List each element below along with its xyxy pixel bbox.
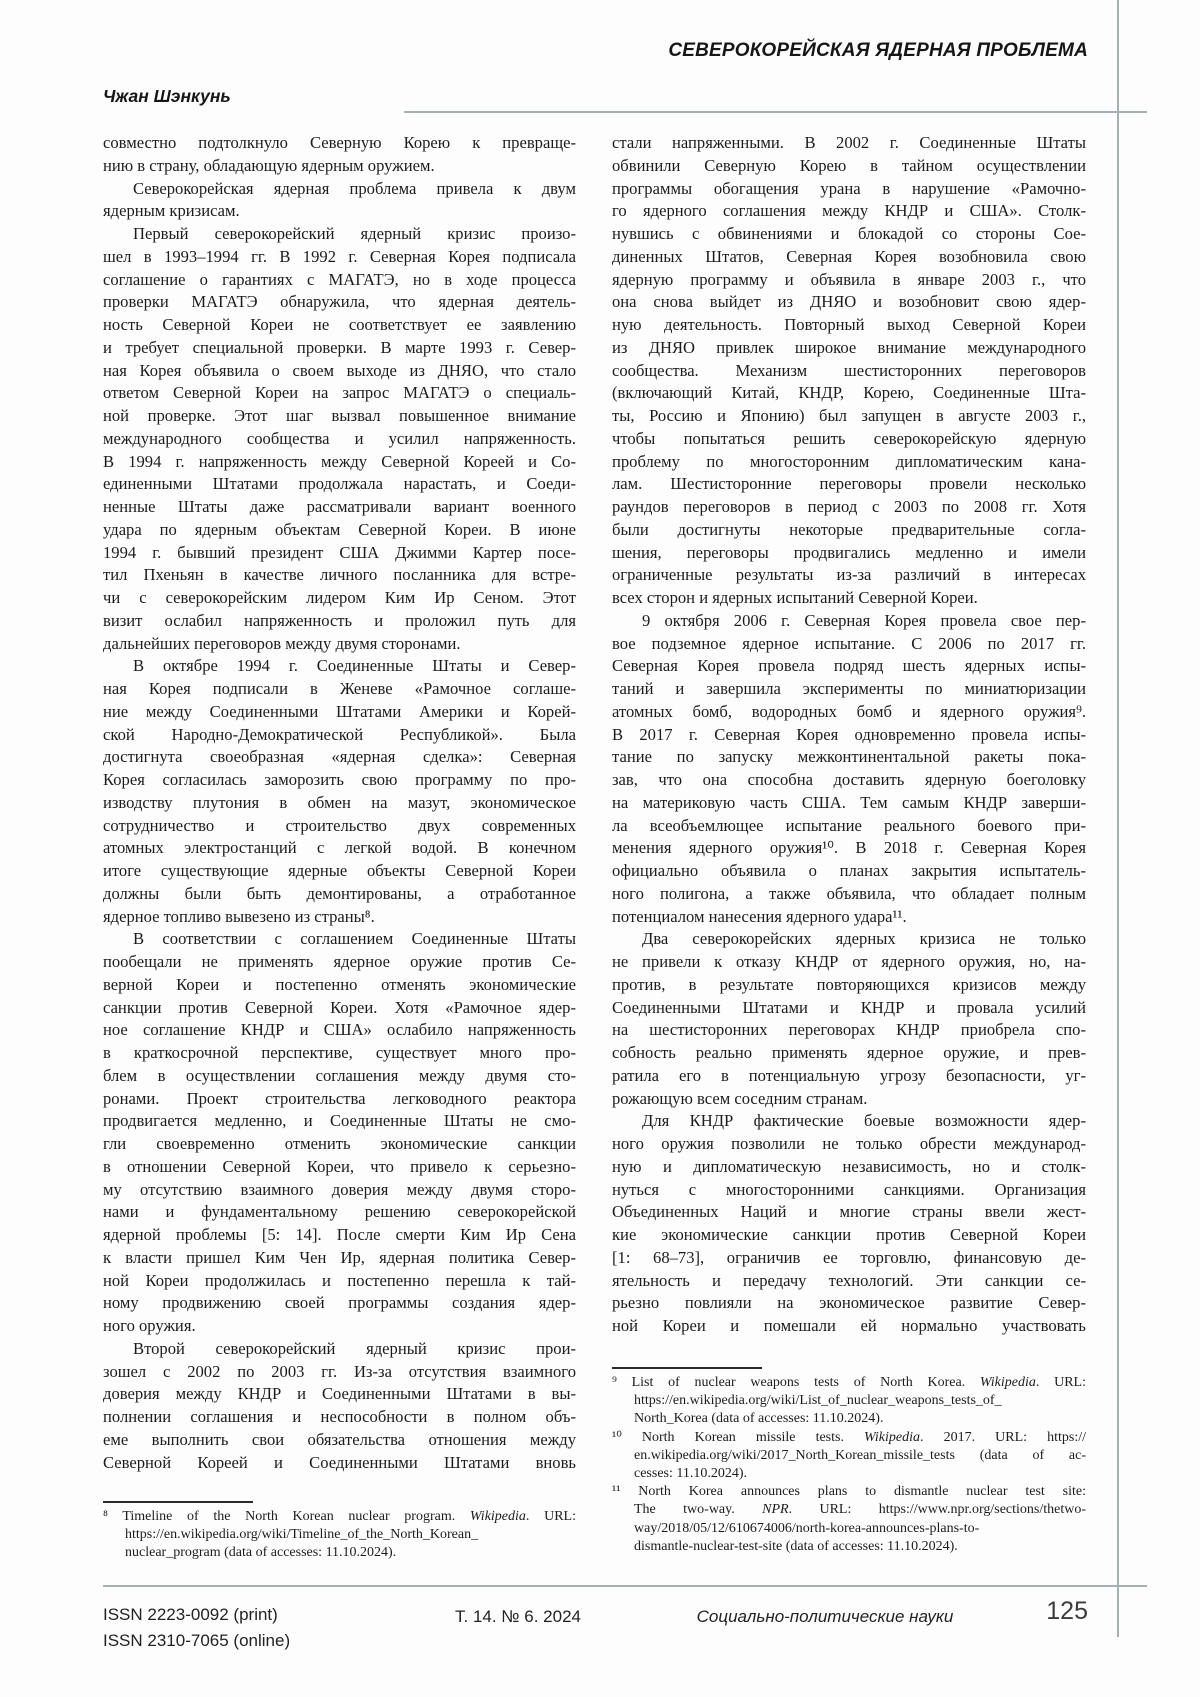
text-line: нами и фундаментальному решению северокорейской [103,1202,576,1222]
text-line: Второй северокорейский ядерный кризис прои- [133,1338,576,1358]
text-line: ронами. Проект строительства легководного реактора [103,1088,576,1108]
text-line: она снова выйдет из ДНЯО и возобновит свою ядер- [612,292,1086,312]
volume-issue: Т. 14. № 6. 2024 [455,1607,581,1626]
text-line: ние между Соединенными Штатами Америки и Корей- [103,701,576,721]
text-line: проверки МАГАТЭ обнаружила, что ядерная деятель- [103,292,576,312]
text-line: [1: 68–73], ограничив ее торговлю, финансовую де- [612,1247,1086,1267]
issn-block [103,1602,290,1654]
text-line: верной Кореи и постепенно отменять экономические [103,974,576,994]
text-line: nuclear_program (data of accesses: 11.10.2024). [125,1545,397,1561]
text-line: атомных электростанций с легкой водой. В конечном [103,838,576,858]
text-line: сообщества. Механизм шестисторонних переговоров [612,360,1086,380]
text-line: ла всеобъемлющее испытание реального боевого при- [612,815,1086,835]
text-line: ты, Россию и Японию) был запущен в августе 2003 г., [612,406,1086,425]
author-name: Чжан Шэнкунь [103,86,231,106]
text-line: ная Корея объявила о своем выходе из ДНЯО, что стало [103,360,576,380]
text-line: кие экономические санкции против Северной Кореи [612,1225,1086,1244]
text-line: ность Северной Кореи не соответствует ее заявлению [103,315,576,334]
text-line: ное соглашение КНДР и США» ослабило напряженность [103,1020,576,1040]
text-line: way/2018/05/12/610674006/north-korea-announces-plans-to- [634,1520,980,1536]
text-line: должны были быть демонтированы, а отработанное [103,883,576,903]
text-line: ядерное топливо вывезено из страны⁸. [103,906,375,926]
text-line: в краткосрочной перспективе, существует много про- [103,1043,576,1062]
running-title: СЕВЕРОКОРЕЙСКАЯ ЯДЕРНАЯ ПРОБЛЕМА [668,40,1088,61]
text-line: сотрудничество и строительство двух современных [103,815,576,835]
text-line: вое подземное ядерное испытание. С 2006 по 2017 гг. [612,633,1086,653]
text-line: В 2017 г. Северная Корея одновременно провела испы- [612,724,1086,744]
text-line: на шестисторонних переговорах КНДР приобрела спо- [612,1020,1086,1040]
text-line: ятельность и передачу технологий. Эти санкции се- [612,1270,1086,1290]
text-line: к власти пришел Ким Чен Ир, ядерная политика Север- [103,1247,576,1267]
text-line: нию в страну, обладающую ядерным оружием. [103,155,435,175]
text-line: ному продвижению своей программы создания ядер- [103,1293,576,1313]
text-line: ¹¹ North Korea announces plans to dismantle nuclear test site: [612,1484,1086,1500]
text-line: гли своевременно отменить экономические санкции [103,1134,576,1153]
footer-rule [103,1585,1147,1587]
text-line: совместно подтолкнуло Северную Корею к превраще- [103,133,576,152]
text-line: лам. Шестисторонние переговоры провели несколько [612,474,1086,494]
text-line: Два северокорейских ядерных кризиса не только [642,929,1086,949]
text-line: и требует специальной проверки. В марте 1993 г. Север- [103,337,576,357]
header-rule [404,111,1147,113]
text-line: санкции против Северной Кореи. Хотя «Рамочное ядер- [103,997,576,1017]
footnote-separator-left [103,1501,253,1503]
text-line: нуться с многосторонними санкциями. Организация [612,1179,1086,1199]
text-line: обвинили Северную Корею в тайном осуществлении [612,155,1086,175]
text-line: шел в 1993–1994 гг. В 1992 г. Северная Корея подписала [103,246,576,266]
text-line: ответом Северной Кореи на запрос МАГАТЭ о специаль- [103,383,576,403]
text-line: ненные Штаты даже рассматривали вариант военного [103,497,576,516]
text-line: Корея согласилась заморозить свою программу по про- [103,770,576,789]
text-line: потенциалом нанесения ядерного удара¹¹. [612,906,907,926]
page-number: 125 [1046,1597,1088,1625]
footnotes-left [103,1508,576,1563]
text-line: ограниченные результаты из-за различий в интересах [612,565,1086,585]
text-column-left [103,132,576,1474]
text-line: чтобы попытаться решить северокорейскую ядерную [612,428,1086,448]
text-line: рожающую всем соседним странам. [612,1088,868,1108]
text-line: проблему по многосторонним дипломатическим кана- [612,451,1086,471]
text-line: полнении соглашения и неспособности в полном объ- [103,1407,576,1426]
text-line: ядерной проблемы [5: 14]. После смерти Ким Ир Сена [103,1225,576,1244]
text-line: против, в результате повторяющихся кризисов между [612,974,1086,994]
text-line: блем в осуществлении соглашения между двумя сто- [103,1065,576,1085]
text-line: итоге существующие ядерные объекты Северной Кореи [103,861,576,880]
text-line: ядерным кризисам. [103,201,240,221]
text-line: собность реально применять ядерное оружие, и прев- [612,1043,1086,1062]
text-line: ⁹ List of nuclear weapons tests of North Korea. Wikipedia. URL: [612,1375,1086,1390]
text-line: Объединенных Наций и многие страны ввели жест- [612,1202,1086,1222]
text-line: https://en.wikipedia.org/wiki/List_of_nuclear_weapons_tests_of_ [634,1393,1002,1409]
text-line: еме выполнить свои обязательства отношения между [103,1429,576,1449]
text-line: Для КНДР фактические боевые возможности ядер- [642,1111,1086,1131]
text-line: ную деятельность. Повторный выход Северной Кореи [612,315,1086,334]
text-line: (включающий Китай, КНДР, Корею, Соединенные Шта- [612,383,1086,403]
text-line: официально объявила о планах закрытия испытатель- [612,861,1086,880]
text-line: North_Korea (data of accesses: 11.10.2024). [634,1411,884,1427]
text-line: ного оружия. [103,1316,196,1335]
text-line: менения ядерного оружия¹⁰. В 2018 г. Северная Корея [612,838,1086,858]
text-line: ратила его в потенциальную угрозу безопасности, уг- [612,1065,1086,1085]
text-line: рьезно повлияли на экономическое развитие Север- [612,1293,1086,1313]
text-line: Соединенными Штатами и КНДР и провала усилий [612,997,1086,1017]
text-line: раундов переговоров в период с 2003 по 2008 гг. Хотя [612,497,1086,516]
journal-name: Социально-политические науки [696,1607,954,1626]
text-line: ной Кореи продолжилась и постепенно перешла к тай- [103,1270,576,1290]
text-line: Северокорейская ядерная проблема привела к двум [133,178,576,198]
text-line: Северная Корея провела подряд шесть ядерных испы- [612,656,1086,676]
text-line: достигнута своеобразная «ядерная сделка»: Северная [103,747,576,767]
text-line: зав, что она способна доставить ядерную боеголовку [612,770,1086,789]
text-line: 1994 г. бывший президент США Джимми Картер посе- [103,542,576,562]
text-line: ядерную программу и объявила в январе 2003 г., что [612,269,1086,289]
text-line: ную и дипломатическую независимость, но и столк- [612,1156,1086,1176]
text-column-right [612,132,1086,1338]
text-line: ⁸ Timeline of the North Korean nuclear program. Wikipedia. URL: [103,1509,576,1524]
text-line: Первый северокорейский ядерный кризис произо- [133,224,576,243]
text-line: атомных бомб, водородных бомб и ядерного оружия⁹. [612,701,1086,721]
text-line: из ДНЯО привлек широкое внимание международного [612,337,1086,357]
issn-online: ISSN 2310-7065 (online) [103,1631,291,1650]
text-line: пообещали не применять ядерное оружие против Се- [103,952,576,971]
text-line: диненных Штатов, Северная Корея возобновила свою [612,246,1086,266]
text-line: en.wikipedia.org/wiki/2017_North_Korean_missile_tests (data of ac- [634,1447,1086,1463]
text-line: программы обогащения урана в нарушение «Рамочно- [612,178,1086,198]
issn-print: ISSN 2223-0092 (print) [103,1605,278,1624]
text-line: нувшись с обвинениями и блокадой со стороны Сое- [612,224,1086,243]
text-line: доверия между КНДР и Соединенными Штатами в вы- [103,1384,576,1404]
text-line: визит ослабил напряженность и проложил путь для [103,610,576,630]
text-line: зошел с 2002 по 2003 гг. Из-за отсутствия взаимного [103,1361,576,1381]
text-line: удара по ядерным объектам Северной Кореи. В июне [103,519,576,539]
text-line: му отсутствию взаимного доверия между двумя сторо- [103,1179,576,1199]
text-line: В октябре 1994 г. Соединенные Штаты и Север- [133,656,576,676]
text-line: ной проверке. Этот шаг вызвал повышенное внимание [103,406,576,425]
right-margin-rule [1117,0,1119,1637]
text-line: тание по запуску межконтинентальной ракеты пока- [612,747,1086,767]
text-line: dismantle-nuclear-test-site (data of accesses: 11.10.2024). [634,1538,958,1554]
text-line: стали напряженными. В 2002 г. Соединенные Штаты [612,133,1086,152]
text-line: соглашение о гарантиях с МАГАТЭ, но в ходе процесса [103,269,576,289]
text-line: ного оружия позволили не только обрести международ- [612,1134,1086,1153]
text-line: ной Кореи и помешали ей нормально участвовать [612,1316,1086,1335]
text-line: В соответствии с соглашением Соединенные Штаты [133,929,576,949]
footnote-separator-right [612,1367,762,1369]
text-line: ного полигона, а также объявила, что обладает полным [612,883,1086,903]
text-line: шения, переговоры продвигались медленно и имели [612,542,1086,562]
text-line: были достигнуты некоторые предварительные согла- [612,519,1086,539]
text-line: The two-way. NPR. URL: https://www.npr.org/sections/thetwo- [634,1502,1087,1518]
text-line: в отношении Северной Кореи, что привело к серьезно- [103,1156,576,1176]
text-line: чи с северокорейским лидером Ким Ир Сеном. Этот [103,588,576,607]
text-line: ная Корея подписали в Женеве «Рамочное соглаше- [103,679,576,698]
text-line: не привели к отказу КНДР от ядерного оружия, но, на- [612,952,1086,971]
text-line: международного сообщества и усилил напряженность. [103,428,576,448]
text-line: 9 октября 2006 г. Северная Корея провела свое пер- [642,610,1086,630]
text-line: на материковую часть США. Тем самым КНДР заверши- [612,792,1086,812]
text-line: ской Народно-Демократической Республикой». Была [103,724,576,744]
text-line: изводству плутония в обмен на мазут, экономическое [103,792,576,812]
text-line: единенными Штатами продолжала нарастать, и Соеди- [103,474,576,494]
text-line: го ядерного соглашения между КНДР и США». Столк- [612,201,1086,221]
text-line: дальнейших переговоров между двумя сторонами. [103,633,461,653]
footnotes-right [612,1374,1086,1556]
text-line: В 1994 г. напряженность между Северной Кореей и Со- [103,451,576,471]
text-line: Северной Кореей и Соединенными Штатами вновь [103,1452,576,1472]
text-line: cesses: 11.10.2024). [634,1466,748,1482]
text-line: https://en.wikipedia.org/wiki/Timeline_of_the_North_Korean_ [125,1527,479,1543]
text-line: ¹⁰ North Korean missile tests. Wikipedia. 2017. URL: https:// [612,1429,1086,1445]
text-line: тил Пхеньян в качестве личного посланника для встре- [103,565,576,585]
text-line: продвигается медленно, и Соединенные Штаты не смо- [103,1111,576,1131]
text-line: таний и завершила эксперименты по миниатюризации [612,679,1086,698]
text-line: всех сторон и ядерных испытаний Северной Кореи. [612,588,978,607]
